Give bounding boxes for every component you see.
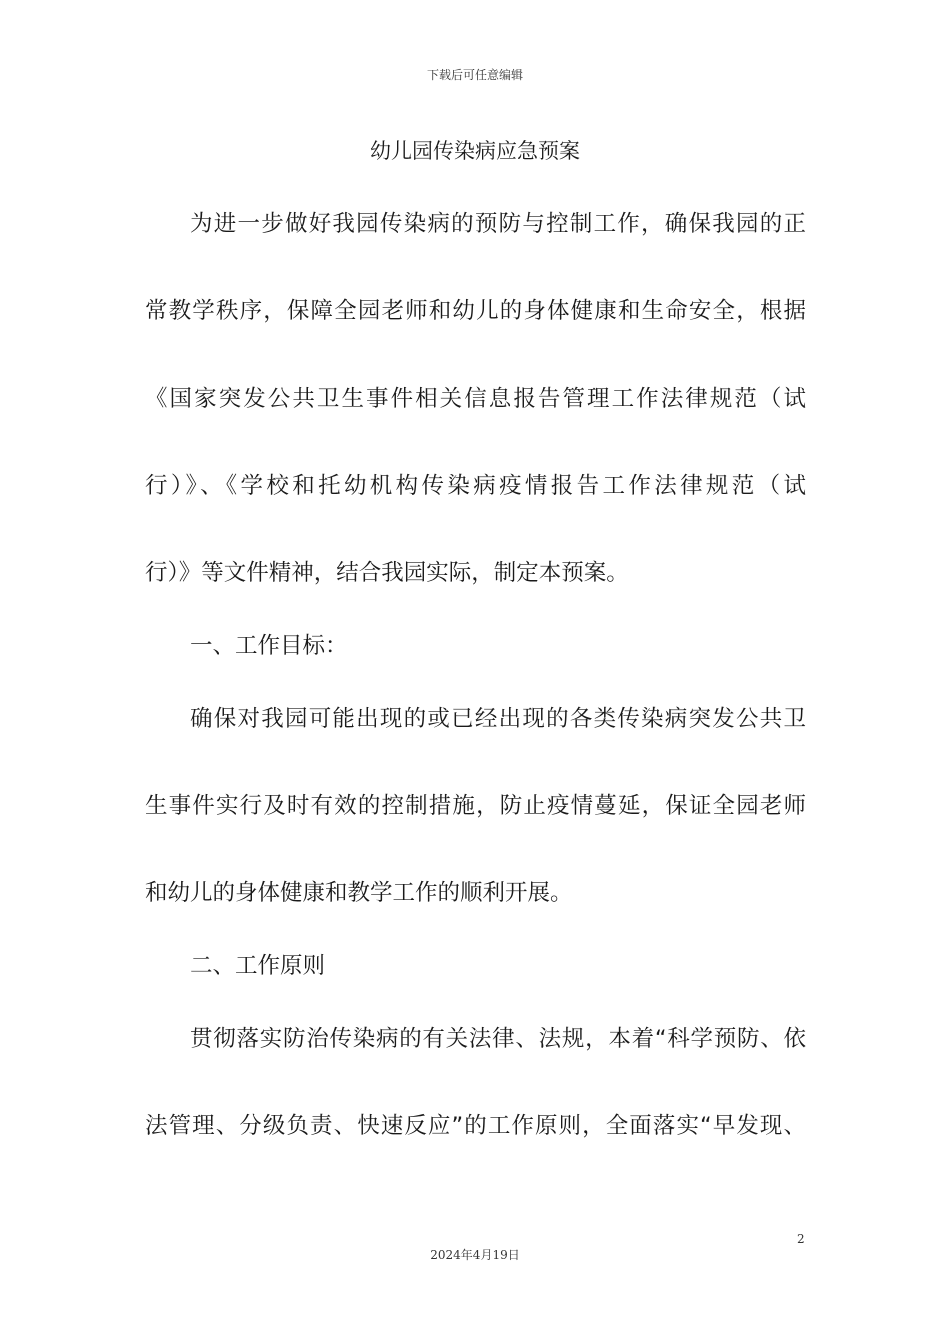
body-line-1: 为进一步做好我园传染病的预防与控制工作，确保我园的正 — [190, 211, 806, 237]
document-title: 幼儿园传染病应急预案 — [370, 139, 580, 163]
body-line-3: 《国家突发公共卫生事件相关信息报告管理工作法律规范（试 — [145, 386, 806, 412]
section-heading-2: 二、工作原则 — [190, 953, 326, 979]
body-line-6: 确保对我园可能出现的或已经出现的各类传染病突发公共卫 — [190, 706, 806, 732]
page-header: 下载后可任意编辑 — [426, 68, 523, 82]
body-line-9: 贯彻落实防治传染病的有关法律、法规，本着“科学预防、依 — [190, 1026, 806, 1052]
body-line-5: 行）》等文件精神，结合我园实际，制定本预案。 — [145, 560, 629, 586]
page-number: 2 — [797, 1232, 805, 1246]
body-line-7: 生事件实行及时有效的控制措施，防止疫情蔓延，保证全园老师 — [145, 793, 806, 819]
body-line-10: 法管理、分级负责、快速反应”的工作原则，全面落实“早发现、 — [145, 1113, 806, 1139]
body-line-8: 和幼儿的身体健康和教学工作的顺利开展。 — [145, 880, 573, 906]
section-heading-1: 一、工作目标： — [190, 633, 348, 659]
footer-date: 2024年4月19日 — [430, 1248, 520, 1262]
body-line-4: 行）》、《学校和托幼机构传染病疫情报告工作法律规范（试 — [145, 473, 806, 499]
body-line-2: 常教学秩序，保障全园老师和幼儿的身体健康和生命安全，根据 — [145, 298, 806, 324]
